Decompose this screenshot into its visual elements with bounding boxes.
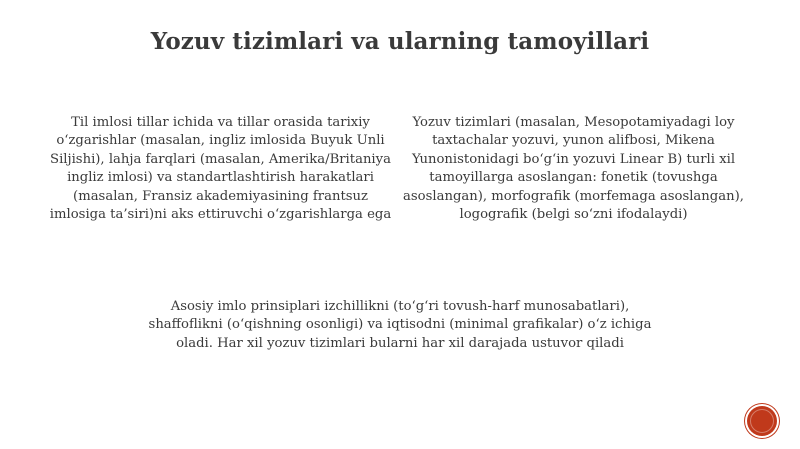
left-paragraph: Til imlosi tillar ichida va tillar orasida tarixiy o‘zgarishlar (masalan, ingliz imlosida Buyuk Unli Siljishi), lahja farqlari (masalan, Amerika/Britaniya ingliz imlosi) va standartlashtirish harakatlari (masalan, Fransiz akademiyasining frantsuz imlosiga ta’siri)ni aks ettiruvchi o‘zgarishlarga ega	[49, 115, 392, 223]
right-paragraph: Yozuv tizimlari (masalan, Mesopotamiyadagi loy taxtachalar yozuvi, yunon alifbosi, Mikena Yunonistonidagi bo‘g‘in yozuvi Linear B) turli xil tamoyillarga asoslangan: fonetik (tovushga asoslangan), morfografik (morfemaga asoslangan), logografik (belgi so‘zni ifodalaydi)	[403, 115, 744, 223]
bottom-paragraph: Asosiy imlo prinsiplari izchillikni (to‘g‘ri tovush-harf munosabatlari), shaffoflikni (o‘qishning osonligi) va iqtisodni (minimal grafikalar) o‘z ichiga oladi. Har xil yozuv tizimlari bularni har xil darajada ustuvor qiladi	[148, 299, 652, 351]
circle-nav-icon[interactable]	[747, 406, 777, 436]
slide-title: Yozuv tizimlari va ularning tamoyillari	[150, 28, 650, 55]
nav-ring	[750, 409, 774, 433]
